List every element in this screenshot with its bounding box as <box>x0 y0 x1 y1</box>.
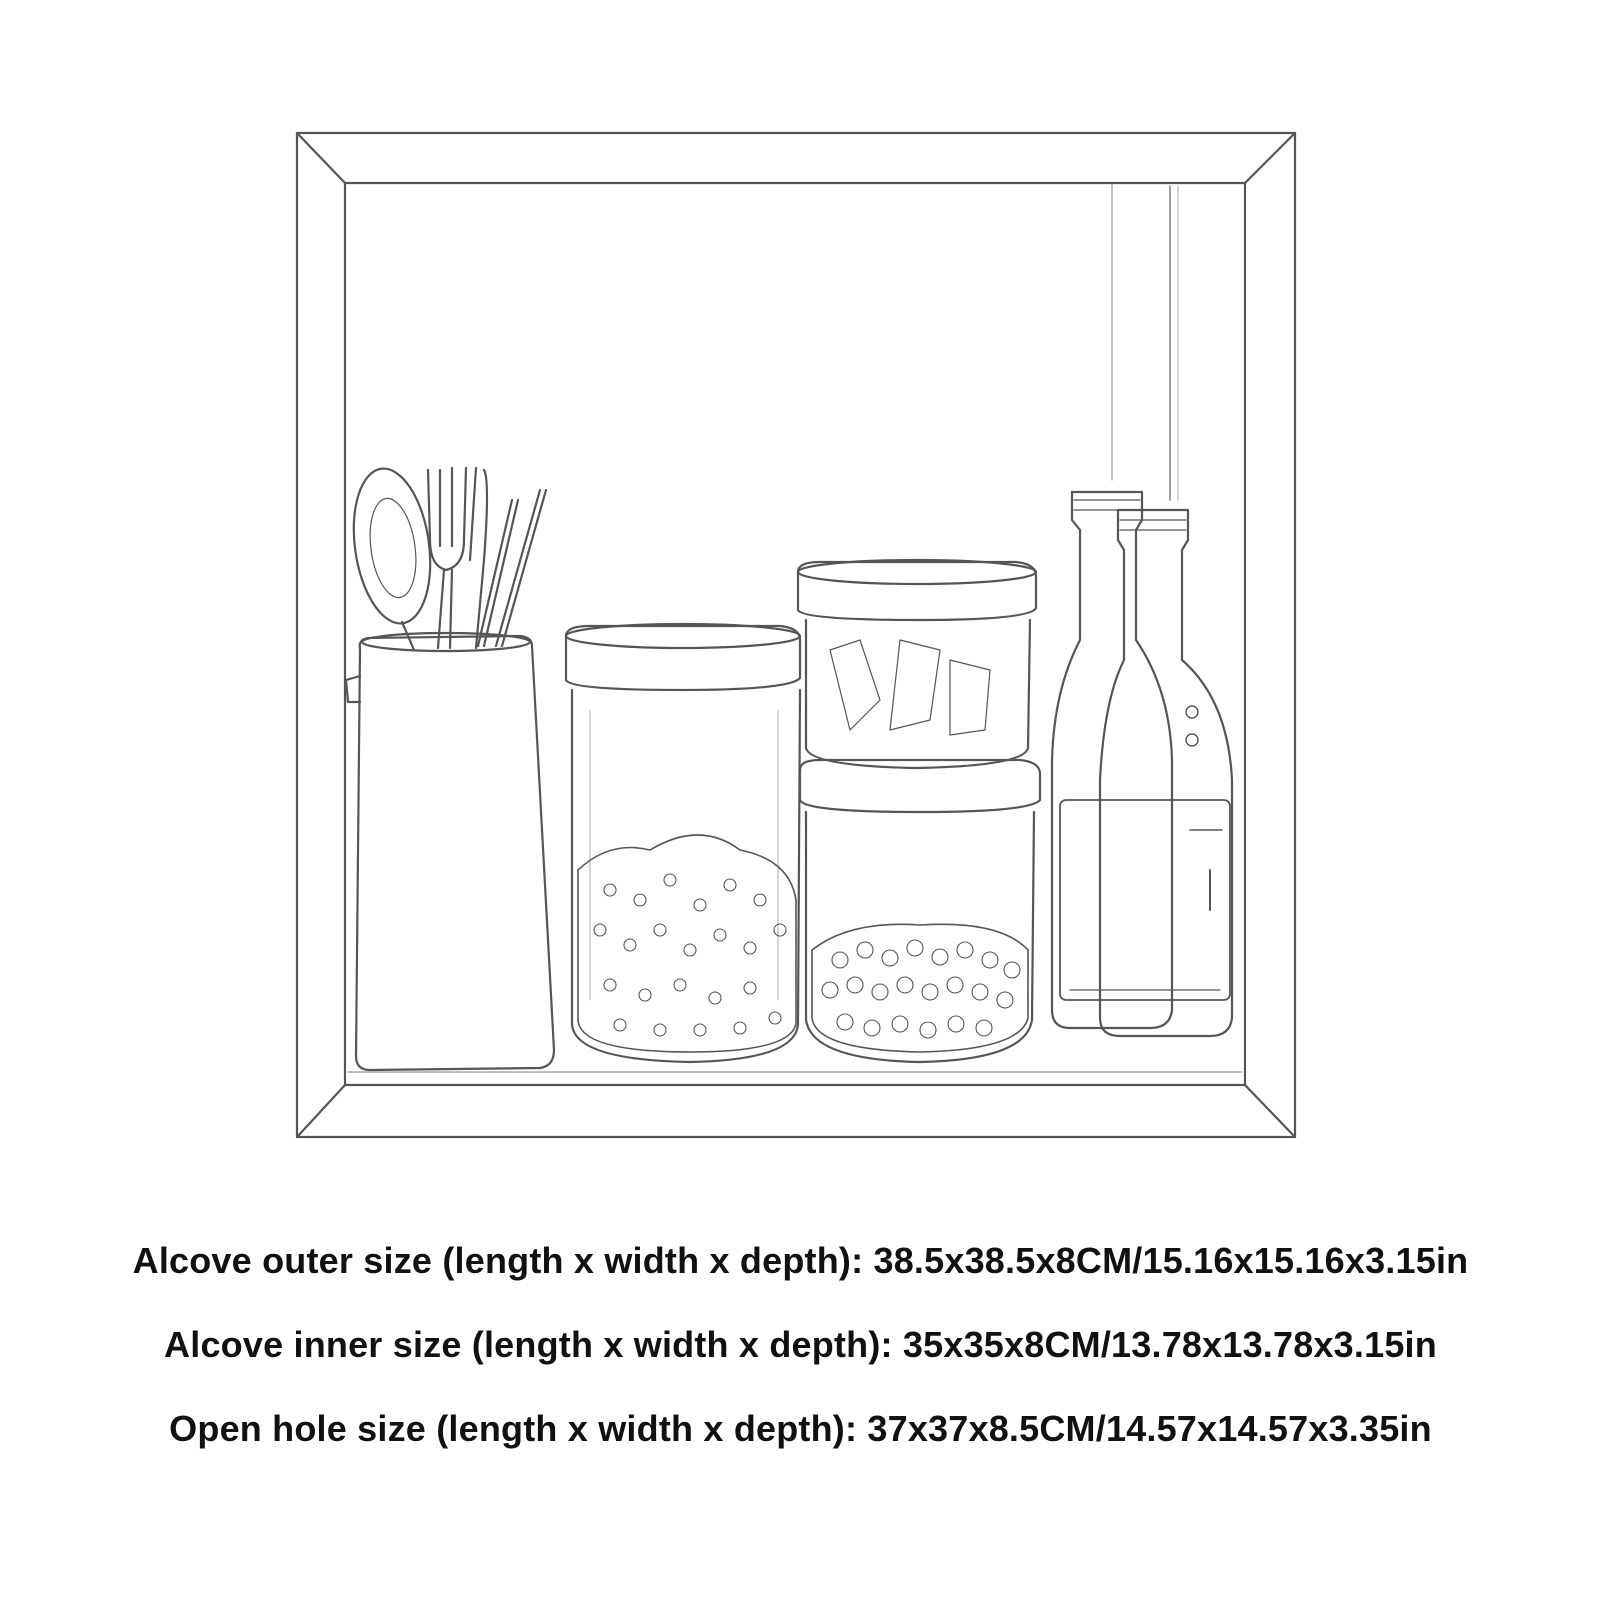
glass-jar-beans <box>566 624 800 1062</box>
glass-bottles <box>1052 492 1232 1036</box>
utensil-holder <box>345 464 554 1070</box>
stacked-glass-jars <box>798 560 1040 1062</box>
inner-size-spec: Alcove inner size (length x width x depth): 35x35x8CM/13.78x13.78x3.15in <box>164 1324 1437 1365</box>
open-hole-size-spec: Open hole size (length x width x depth): 37x37x8.5CM/14.57x14.57x3.35in <box>169 1408 1432 1449</box>
outer-size-spec: Alcove outer size (length x width x depth): 38.5x38.5x8CM/15.16x15.16x3.15in <box>132 1240 1469 1281</box>
